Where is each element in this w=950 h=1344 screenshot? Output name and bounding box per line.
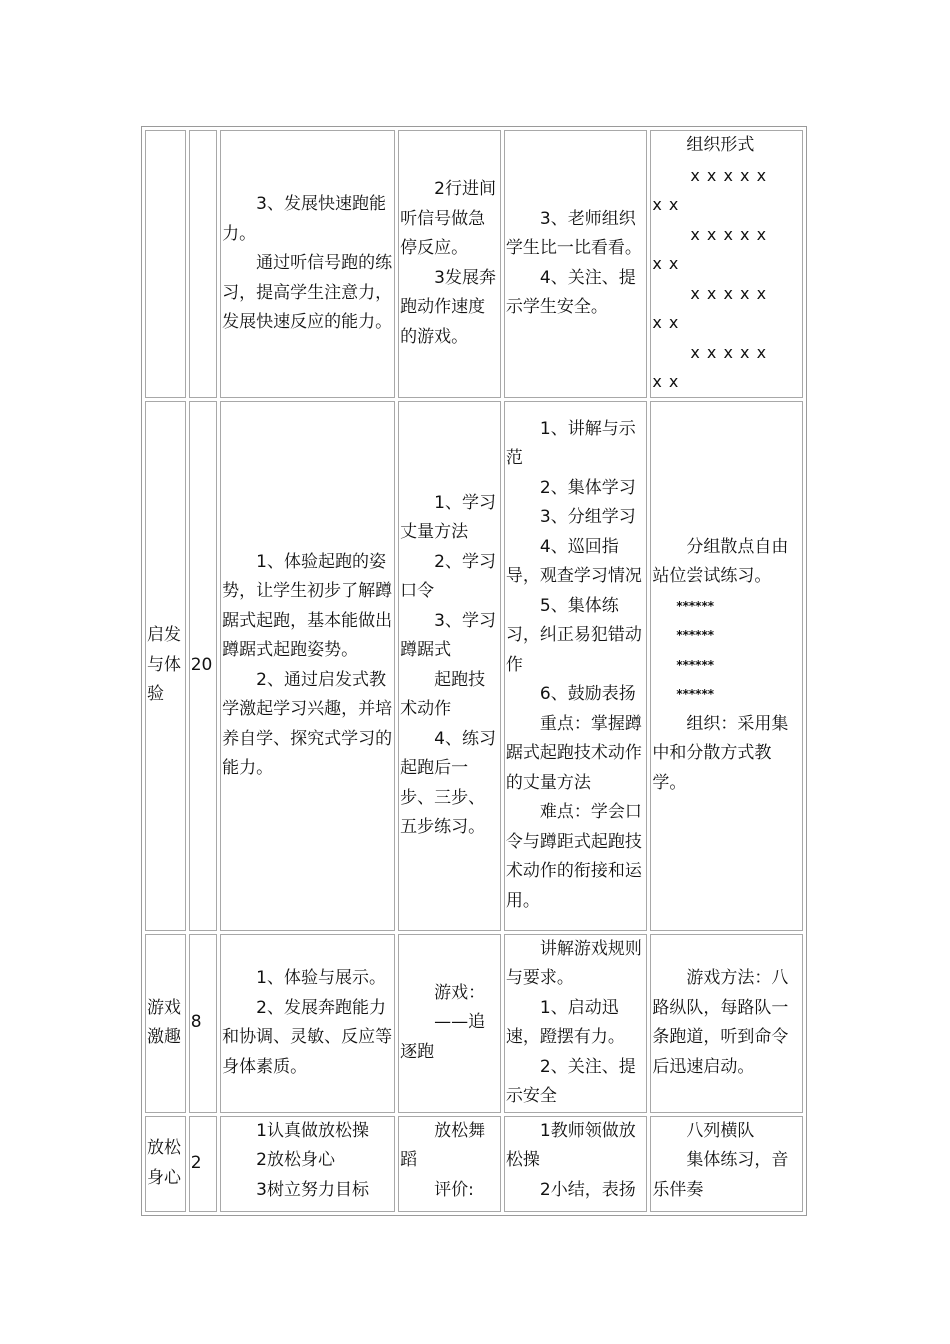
content-cell <box>398 130 501 398</box>
formation-row: ****** <box>676 687 715 702</box>
content-text: 放松舞蹈 <box>400 1120 486 1170</box>
formation-row: ****** <box>676 628 715 643</box>
content-text: 3发展奔跑动作速度的游戏。 <box>400 267 496 347</box>
formation-row: x x <box>652 313 680 332</box>
phase-cell <box>145 130 186 398</box>
content-cell <box>398 401 501 931</box>
organization-text: 集体练习，音乐伴奏 <box>652 1150 789 1200</box>
time-cell <box>189 130 217 398</box>
goal-text: 2、发展奔跑能力和协调、灵敏、反应等身体素质。 <box>222 997 393 1077</box>
method-text: 1教师领做放松操 <box>505 1120 636 1170</box>
organization-text: 八列横队 <box>686 1120 755 1141</box>
methods-cell <box>504 1116 647 1212</box>
goal-text: 2、通过启发式教学激起学习兴趣，并培养自学、探究式学习的能力。 <box>222 669 393 778</box>
goal-text: 通过听信号跑的练习，提高学生注意力，发展快速反应的能力。 <box>222 253 393 332</box>
content-cell <box>398 1116 501 1212</box>
methods-cell <box>504 401 647 931</box>
lesson-plan-table <box>141 126 807 1216</box>
goals-cell <box>220 130 395 398</box>
organization-note: 组织：采用集中和分散方式教学。 <box>652 713 789 793</box>
difficult-point: 难点：学会口令与蹲距式起跑技术动作的衔接和运用。 <box>505 802 642 911</box>
goal-text: 1、体验起跑的姿势，让学生初步了解蹲踞式起跑，基本能做出蹲踞式起跑姿势。 <box>222 551 393 660</box>
table-row <box>145 130 803 398</box>
method-text: 2小结，表扬 <box>539 1179 636 1200</box>
content-text: 2行进间听信号做急停反应。 <box>400 179 496 259</box>
formation-row: x x x x x <box>690 224 768 244</box>
method-text: 1、启动迅速，蹬摆有力。 <box>505 997 625 1047</box>
time-cell: 8 <box>189 934 217 1113</box>
formation-row: ****** <box>676 598 715 613</box>
phase-cell: 启发与体验 <box>145 401 186 931</box>
method-text: 3、分组学习 <box>539 507 636 528</box>
content-text: ——追逐跑 <box>400 1012 486 1062</box>
method-text: 4、巡回指导，观查学习情况 <box>505 536 642 587</box>
content-text: 4、练习起跑后一步、三步、五步练习。 <box>400 728 496 837</box>
content-text: 1、学习丈量方法 <box>400 492 496 542</box>
organization-cell <box>650 401 803 931</box>
formation-row: x x x x x <box>690 342 768 362</box>
organization-intro: 分组散点自由站位尝试练习。 <box>652 536 789 587</box>
content-text: 2、学习口令 <box>400 551 496 601</box>
content-text: 游戏： <box>434 982 486 1003</box>
goal-text: 2放松身心 <box>256 1150 335 1170</box>
goals-cell <box>220 401 395 931</box>
phase-cell: 游戏激趣 <box>145 934 186 1113</box>
formation-row: x x <box>652 372 680 391</box>
goal-text: 3树立努力目标 <box>256 1179 369 1200</box>
method-text: 3、老师组织学生比一比看看。 <box>505 208 642 259</box>
formation-row: x x <box>652 254 680 273</box>
method-text: 6、鼓励表扬 <box>539 684 636 705</box>
table-row <box>145 401 803 931</box>
time-cell: 2 <box>189 1116 217 1212</box>
formation-row: x x x x x <box>690 283 768 303</box>
time-cell: 20 <box>189 401 217 931</box>
goal-text: 1认真做放松操 <box>256 1120 369 1141</box>
phase-cell: 放松身心 <box>145 1116 186 1212</box>
goals-cell <box>220 934 395 1113</box>
content-text: 起跑技术动作 <box>400 669 486 719</box>
formation-row: x x x x x <box>690 165 768 185</box>
key-point: 重点：掌握蹲踞式起跑技术动作的丈量方法 <box>505 713 642 793</box>
table-row <box>145 1116 803 1212</box>
organization-title: 组织形式 <box>686 135 755 155</box>
organization-text: 游戏方法：八路纵队，每路队一条跑道，听到命令后迅速启动。 <box>652 968 789 1077</box>
content-text: 评价: <box>434 1179 474 1200</box>
method-text: 2、关注、提示安全 <box>505 1056 636 1106</box>
content-cell <box>398 934 501 1113</box>
goal-text: 1、体验与展示。 <box>256 968 386 988</box>
table-row <box>145 934 803 1113</box>
methods-cell <box>504 934 647 1113</box>
organization-cell <box>650 130 803 398</box>
formation-row: ****** <box>676 657 715 672</box>
organization-cell <box>650 934 803 1113</box>
method-text: 5、集体练习，纠正易犯错动作 <box>505 595 642 675</box>
goal-text: 3、发展快速跑能力。 <box>222 194 386 244</box>
goals-cell <box>220 1116 395 1212</box>
method-text: 讲解游戏规则与要求。 <box>505 938 642 988</box>
method-text: 2、集体学习 <box>539 477 636 498</box>
method-text: 4、关注、提示学生安全。 <box>505 267 636 318</box>
content-text: 3、学习蹲踞式 <box>400 610 496 660</box>
methods-cell <box>504 130 647 398</box>
method-text: 1、讲解与示范 <box>505 418 636 469</box>
organization-cell <box>650 1116 803 1212</box>
formation-row: x x <box>652 195 680 214</box>
